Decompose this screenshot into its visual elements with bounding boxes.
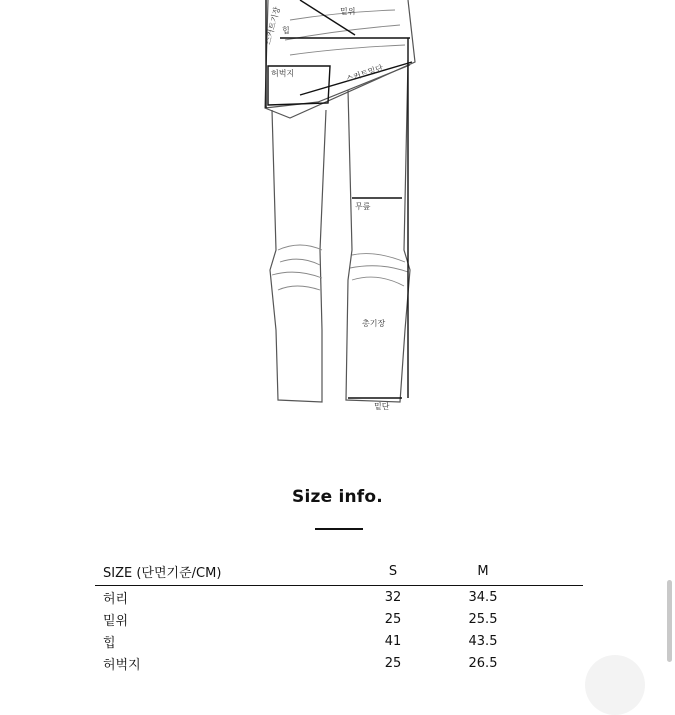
cell-m: 25.5	[468, 611, 498, 627]
label-total-length: 총기장	[362, 319, 386, 328]
floating-button-shadow	[585, 655, 645, 715]
table-row	[95, 586, 583, 609]
cell-m: 34.5	[468, 589, 498, 605]
label-knee: 무릎	[355, 202, 371, 211]
cell-spacer	[533, 652, 583, 674]
size-table	[95, 557, 583, 674]
cell-s: 32	[384, 589, 402, 605]
pants-outline	[265, 0, 415, 402]
cell-s: 25	[384, 655, 402, 671]
scrollbar-thumb[interactable]	[667, 580, 672, 662]
cell-spacer	[533, 630, 583, 652]
label-hip: 힙	[282, 26, 290, 35]
header-spacer	[533, 557, 583, 586]
table-row	[95, 652, 583, 674]
header-m: M	[433, 557, 533, 586]
cell-spacer	[533, 586, 583, 609]
cell-m: 43.5	[468, 633, 498, 649]
row-label: 허벅지	[103, 657, 141, 673]
header-size: SIZE (단면기준/CM)	[95, 557, 353, 586]
label-waist: 밑위	[340, 7, 356, 16]
cell-s: 25	[384, 611, 402, 627]
cell-m: 26.5	[468, 655, 498, 671]
fabric-folds	[272, 10, 408, 290]
label-skirt-length: 스커트기장	[263, 5, 282, 46]
title-underline	[315, 528, 363, 530]
label-hem: 밑단	[374, 402, 390, 411]
label-skirt-hem: 스커트밑단	[344, 63, 385, 84]
label-thigh: 허벅지	[271, 69, 295, 78]
table-row	[95, 608, 583, 630]
measure-lines	[266, 0, 412, 398]
row-label: 힙	[103, 635, 116, 651]
table-header-row	[95, 557, 583, 586]
row-label: 허리	[103, 591, 129, 607]
cell-s: 41	[384, 633, 402, 649]
table-row	[95, 630, 583, 652]
row-label: 밑위	[103, 613, 129, 629]
header-s: S	[353, 557, 433, 586]
section-title: Size info.	[292, 487, 383, 507]
cell-spacer	[533, 608, 583, 630]
